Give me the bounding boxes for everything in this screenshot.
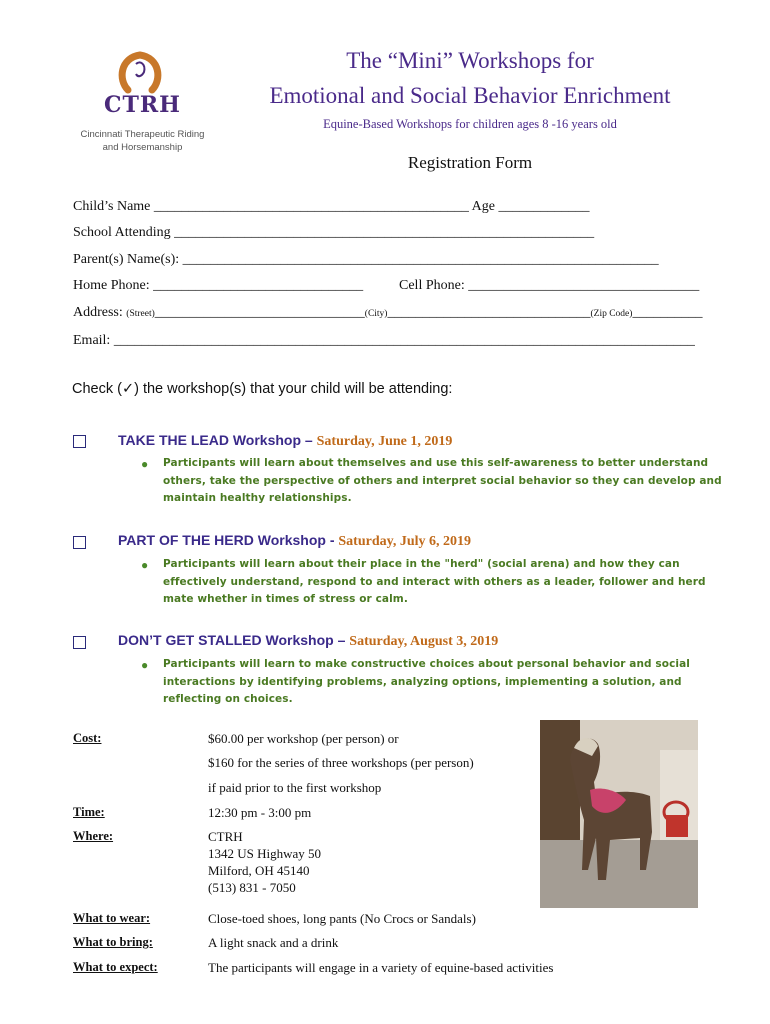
logo-line-2: and Horsemanship xyxy=(102,142,183,153)
form-title: Registration Form xyxy=(407,153,533,172)
school-field[interactable]: School Attending ____________________________________________________________ xyxy=(73,225,595,240)
workshop-3-title: DON’T GET STALLED Workshop xyxy=(118,632,334,648)
expect-label: What to expect: xyxy=(73,960,158,974)
checkbox-icon[interactable] xyxy=(73,636,86,649)
logo-line-1: Cincinnati Therapeutic Riding xyxy=(80,129,205,140)
checkbox-icon[interactable] xyxy=(73,536,86,549)
check-instructions: Check (✓) the workshop(s) that your child will be attending: xyxy=(72,381,453,397)
where-line-1: CTRH xyxy=(208,829,243,844)
child-name-field[interactable] xyxy=(73,199,589,215)
subtitle: Equine-Based Workshops for children ages 8 -16 years old xyxy=(323,117,617,131)
workshop-1-heading xyxy=(118,432,452,450)
bullet-icon: ● xyxy=(141,658,149,672)
bring-label: What to bring: xyxy=(73,935,153,949)
time-label: Time: xyxy=(73,805,105,819)
wear-label: What to wear: xyxy=(73,911,151,925)
parents-field[interactable]: Parent(s) Name(s): ____________________________________________________________________ xyxy=(73,252,659,267)
cost-label: Cost: xyxy=(73,731,102,745)
workshop-1-title: TAKE THE LEAD Workshop xyxy=(118,432,302,448)
where-line-4: (513) 831 - 7050 xyxy=(208,880,296,895)
cost-line-3: if paid prior to the first workshop xyxy=(208,780,382,795)
workshop-2-title: PART OF THE HERD Workshop xyxy=(118,532,326,548)
zip-line[interactable]: __________ xyxy=(632,305,703,320)
city-line[interactable]: _____________________________ xyxy=(387,305,591,320)
bullet-icon: ● xyxy=(141,457,149,471)
mini-horse-photo xyxy=(540,720,698,908)
logo-name: CTRH xyxy=(104,92,181,118)
home-phone-field[interactable]: Home Phone: ______________________________ xyxy=(73,278,364,293)
bullet-icon: ● xyxy=(141,558,149,572)
cost-line-2: $160 for the series of three workshops (per person) xyxy=(208,755,474,770)
city-label: (City) xyxy=(364,309,388,319)
horseshoe-icon xyxy=(70,50,215,96)
email-field[interactable]: Email: ___________________________________________________________________________________ xyxy=(73,333,695,348)
wear-value: Close-toed shoes, long pants (No Crocs or Sandals) xyxy=(208,911,476,926)
where-line-2: 1342 US Highway 50 xyxy=(208,846,322,861)
logo-subtitle xyxy=(70,128,215,154)
workshop-3-date: Saturday, August 3, 2019 xyxy=(349,634,499,649)
workshop-1-description: Participants will learn about themselves and use this self-awareness to better understand others, take the perspective of others and interpret social behavior so they can develop and maintain healthy relationships. xyxy=(163,457,722,504)
workshop-2-heading xyxy=(118,532,471,550)
checkbox-icon[interactable] xyxy=(73,435,86,448)
zip-label: (Zip Code) xyxy=(590,309,633,319)
title-line-1: The “Mini” Workshops for xyxy=(346,48,594,73)
workshop-3-sep: – xyxy=(333,632,350,648)
street-label: (Street) xyxy=(126,309,155,319)
cost-line-1: $60.00 per workshop (per person) or xyxy=(208,731,399,746)
time-value: 12:30 pm - 3:00 pm xyxy=(208,805,312,820)
workshop-3-description: Participants will learn to make constructive choices about personal behavior and social interactions by identifying problems, analyzing options, implementing a solution, and reflecting on choices. xyxy=(163,658,690,705)
workshop-2-description: Participants will learn about their place in the "herd" (social arena) and how they can effectively understand, respond to and interact with others as a leader, follower and herd mate whether in times of stress or calm. xyxy=(163,558,706,605)
where-label: Where: xyxy=(73,829,114,843)
child-name-label: Child’s Name _____________________________________________ xyxy=(73,199,472,214)
cell-phone-field[interactable]: Cell Phone: _________________________________ xyxy=(399,278,700,293)
address-label: Address: xyxy=(73,305,123,320)
workshop-3-heading xyxy=(118,632,498,650)
title-line-2: Emotional and Social Behavior Enrichment xyxy=(269,83,671,108)
workshop-1-sep: – xyxy=(301,432,317,448)
workshop-2-sep: - xyxy=(325,532,339,548)
age-field[interactable]: Age _____________ xyxy=(471,199,590,214)
workshop-1-date: Saturday, June 1, 2019 xyxy=(316,434,453,449)
expect-value: The participants will engage in a variety of equine-based activities xyxy=(208,960,554,975)
bring-value: A light snack and a drink xyxy=(208,935,339,950)
address-field[interactable] xyxy=(73,305,702,321)
ctrh-logo xyxy=(70,50,215,160)
where-line-3: Milford, OH 45140 xyxy=(208,863,310,878)
workshop-2-date: Saturday, July 6, 2019 xyxy=(338,534,472,549)
street-line[interactable]: ______________________________ xyxy=(154,305,365,320)
